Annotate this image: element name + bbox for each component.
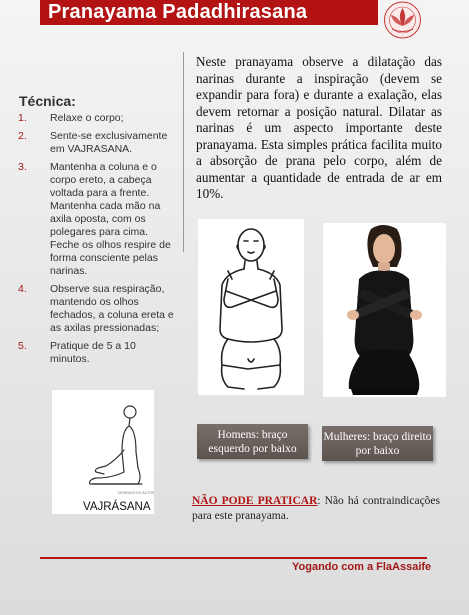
technique-heading: Técnica: — [19, 93, 76, 109]
vajrasana-credit: DESENHO DO AUTOR — [118, 491, 154, 495]
caption-homens — [197, 424, 308, 459]
page-title: Pranayama Padadhirasana — [48, 1, 308, 23]
footer-divider — [40, 557, 427, 559]
step-number: 2. — [18, 130, 27, 142]
caption-mulheres — [322, 426, 433, 461]
column-divider — [183, 52, 184, 252]
step-text: Mantenha a coluna e o corpo ereto, a cabeça voltada para a frente. Mantenha cada mão na axila oposta, com os polegares para cima. Feche os olhos respire de forma consciente pelas narinas. — [50, 161, 171, 277]
list-item — [18, 112, 178, 125]
woman-photo-image — [323, 223, 446, 397]
list-item — [18, 340, 178, 366]
vajrasana-label: VAJRÁSANA — [83, 501, 151, 513]
vajrasana-drawing-image — [52, 390, 154, 514]
man-drawing-image — [198, 219, 304, 395]
step-number: 3. — [18, 161, 27, 173]
warning-label: NÃO PODE PRATICAR — [192, 495, 318, 507]
step-number: 5. — [18, 340, 27, 352]
list-item — [18, 130, 178, 156]
caption-homens-text: Homens: braço esquerdo por baixo — [208, 428, 297, 455]
warning-paragraph — [192, 494, 440, 524]
step-text: Relaxe o corpo; — [50, 112, 124, 124]
step-number: 4. — [18, 283, 27, 295]
list-item — [18, 283, 178, 335]
step-text: Sente-se exclusivamente em VAJRASANA. — [50, 130, 168, 155]
technique-steps — [18, 112, 178, 371]
step-number: 1. — [18, 112, 27, 124]
caption-mulheres-text: Mulheres: braço direito por baixo — [323, 430, 432, 457]
footer-credit: Yogando com a FlaAssaife — [292, 561, 432, 573]
list-item — [18, 161, 178, 278]
step-text: Observe sua respiração, mantendo os olhos fechados, a coluna ereta e as axilas pressionadas; — [50, 283, 174, 334]
description-paragraph: Neste pranayama observe a dilatação das narinas durante a inspiração (devem se expandir para fora) e durante a exalação, elas devem retornar a posição natural. Dilatar as narinas é um aspecto importante deste pranayama. Esta simples prática facilita muito a absorção de prana pelo corpo, além de aumentar a quantidade de entrada de ar em 10%. — [196, 54, 442, 201]
lotus-mandala-logo — [380, 0, 425, 40]
step-text: Pratique de 5 a 10 minutos. — [50, 340, 136, 365]
warning-text: : Não há contraindicações para este pranayama. — [192, 495, 440, 522]
